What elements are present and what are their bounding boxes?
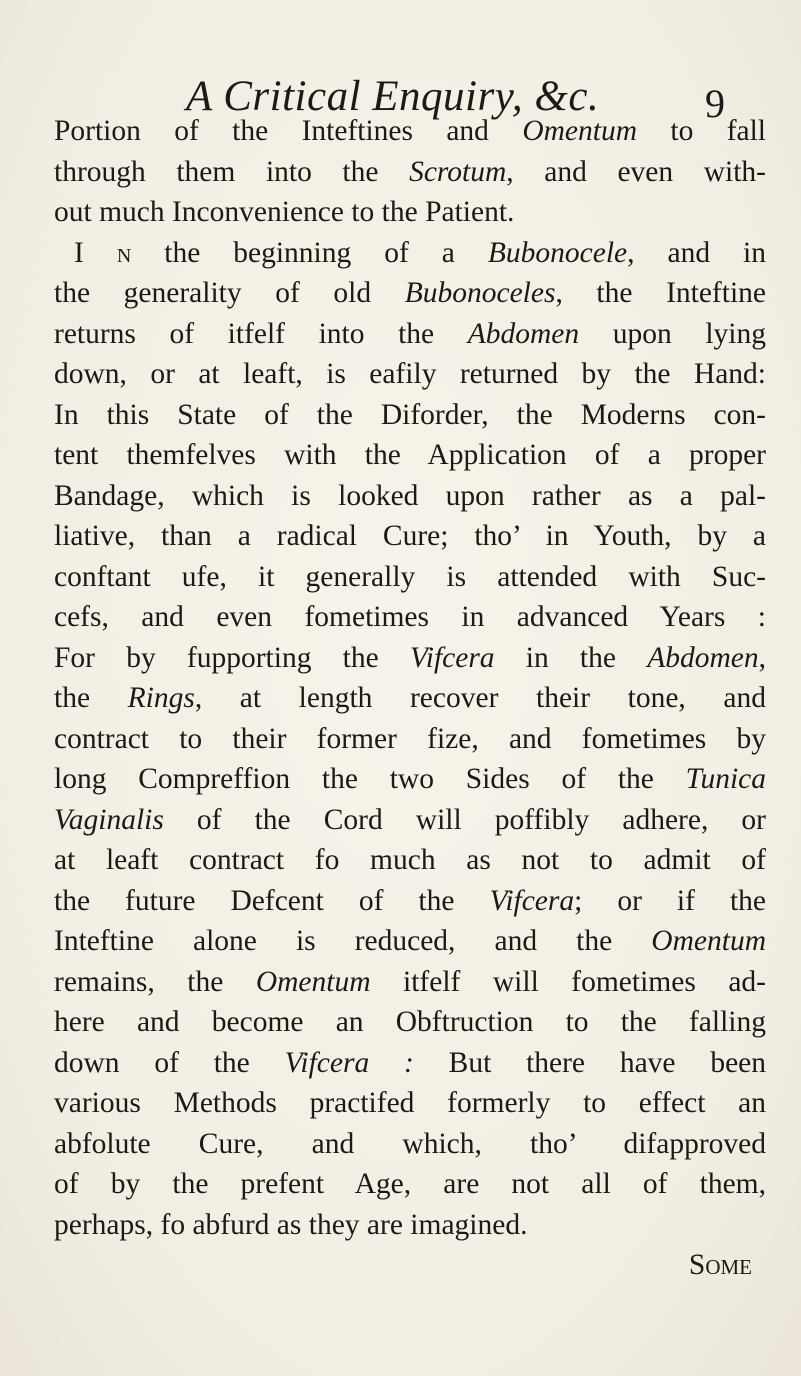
text-run: itfelf will fometimes ad-: [370, 965, 766, 998]
text-run: upon lying: [579, 317, 766, 350]
text-line: [54, 678, 766, 719]
text-line: [54, 516, 766, 557]
text-run: conftant ufe, it generally is attended with Suc-: [54, 560, 766, 593]
text-run: cefs, and even fometimes in advanced Years :: [54, 601, 766, 633]
text-run: the beginning of a: [131, 236, 488, 269]
page-number: 9: [705, 81, 725, 126]
text-line: [54, 597, 766, 638]
catchword: Some: [688, 1249, 752, 1281]
text-run: various Methods practifed formerly to effect an: [54, 1087, 766, 1119]
text-run: Inteftine alone is reduced, and the: [54, 925, 652, 957]
text-run: n: [116, 237, 132, 269]
text-run: out much Inconvenience to the Patient.: [54, 196, 515, 228]
text-run: contract to their former fize, and fometimes by: [54, 722, 766, 755]
italic-term: Omentum: [651, 925, 766, 957]
italic-term: Bubonocele: [487, 236, 628, 269]
text-run: down of the: [54, 1046, 285, 1079]
italic-term: Abdomen: [467, 317, 580, 350]
italic-term: Vifcera :: [284, 1046, 414, 1079]
text-line: [54, 1124, 766, 1165]
text-run: liative, than a radical Cure; tho’ in Youth, by a: [54, 520, 766, 552]
text-run: , at length recover their tone, and: [194, 682, 766, 714]
text-line: [54, 1083, 766, 1124]
text-run: abfolute Cure, and which, tho’ difapproved: [54, 1127, 766, 1160]
text-line: [54, 395, 766, 436]
text-run: ; or if the: [574, 884, 766, 917]
text-line: [54, 192, 766, 233]
text-line: [54, 1043, 766, 1084]
text-line: [54, 152, 766, 193]
text-run: here and become an Obftruction to the falling: [54, 1006, 766, 1038]
text-run: the future Defcent of the: [54, 884, 490, 917]
italic-term: Omentum: [255, 965, 371, 998]
text-run: the generality of old: [54, 277, 405, 309]
text-line: [54, 881, 766, 922]
text-run: returns of itfelf into the: [54, 317, 468, 350]
text-run: But there have been: [413, 1046, 766, 1079]
running-head: A Critical Enquiry, &c.: [186, 73, 600, 120]
text-run: tent themfelves with the Application of a proper: [54, 439, 766, 471]
text-run: in the: [494, 641, 648, 674]
text-run: long Compreffion the two Sides of the: [54, 763, 686, 795]
text-run: the: [54, 682, 128, 714]
italic-term: Vaginalis: [54, 803, 164, 836]
text-line: [54, 1164, 766, 1205]
italic-term: Bubonoceles: [404, 277, 556, 309]
text-line: [54, 719, 766, 760]
text-run: In this State of the Diforder, the Moderns con-: [54, 398, 766, 431]
text-run: ,: [758, 641, 766, 674]
text-line: [54, 557, 766, 598]
text-run: of by the prefent Age, are not all of them,: [54, 1168, 766, 1200]
text-line: [54, 273, 766, 314]
text-run: , the Inteftine: [555, 277, 766, 309]
text-line: [54, 314, 766, 355]
text-run: I: [74, 236, 117, 269]
italic-term: Vifcera: [489, 884, 575, 917]
italic-term: Omentum: [522, 115, 638, 147]
text-run: , and in: [627, 236, 767, 269]
text-run: perhaps, fo abfurd as they are imagined.: [54, 1208, 528, 1241]
body-text: [54, 111, 766, 1286]
text-line: [54, 233, 766, 274]
text-line: [54, 1205, 766, 1246]
italic-term: Scrotum: [409, 155, 507, 188]
text-run: at leaft contract fo much as not to admit of: [54, 844, 766, 876]
text-run: of the Cord will poffibly adhere, or: [163, 803, 766, 836]
text-run: For by fupporting the: [54, 641, 410, 674]
text-line: [54, 435, 766, 476]
text-run: remains, the: [54, 965, 256, 998]
text-line: [54, 840, 766, 881]
text-run: through them into the: [54, 155, 410, 188]
text-line: [54, 1002, 766, 1043]
text-line: [54, 111, 766, 152]
italic-term: Rings: [127, 682, 195, 714]
text-line: [54, 354, 766, 395]
text-line: [54, 638, 766, 679]
text-line: [54, 800, 766, 841]
text-line: [54, 476, 766, 517]
text-run: to fall: [637, 115, 766, 147]
italic-term: Vifcera: [409, 641, 495, 674]
text-run: , and even with-: [506, 155, 766, 188]
italic-term: Abdomen: [647, 641, 759, 674]
text-run: Bandage, which is looked upon rather as a pal-: [54, 479, 766, 512]
text-line: [54, 962, 766, 1003]
italic-term: Tunica: [685, 763, 766, 795]
text-line: [54, 759, 766, 800]
text-run: down, or at leaft, is eafily returned by the Hand:: [54, 358, 766, 390]
text-run: Portion of the Inteftines and: [54, 115, 523, 147]
text-line: [54, 921, 766, 962]
